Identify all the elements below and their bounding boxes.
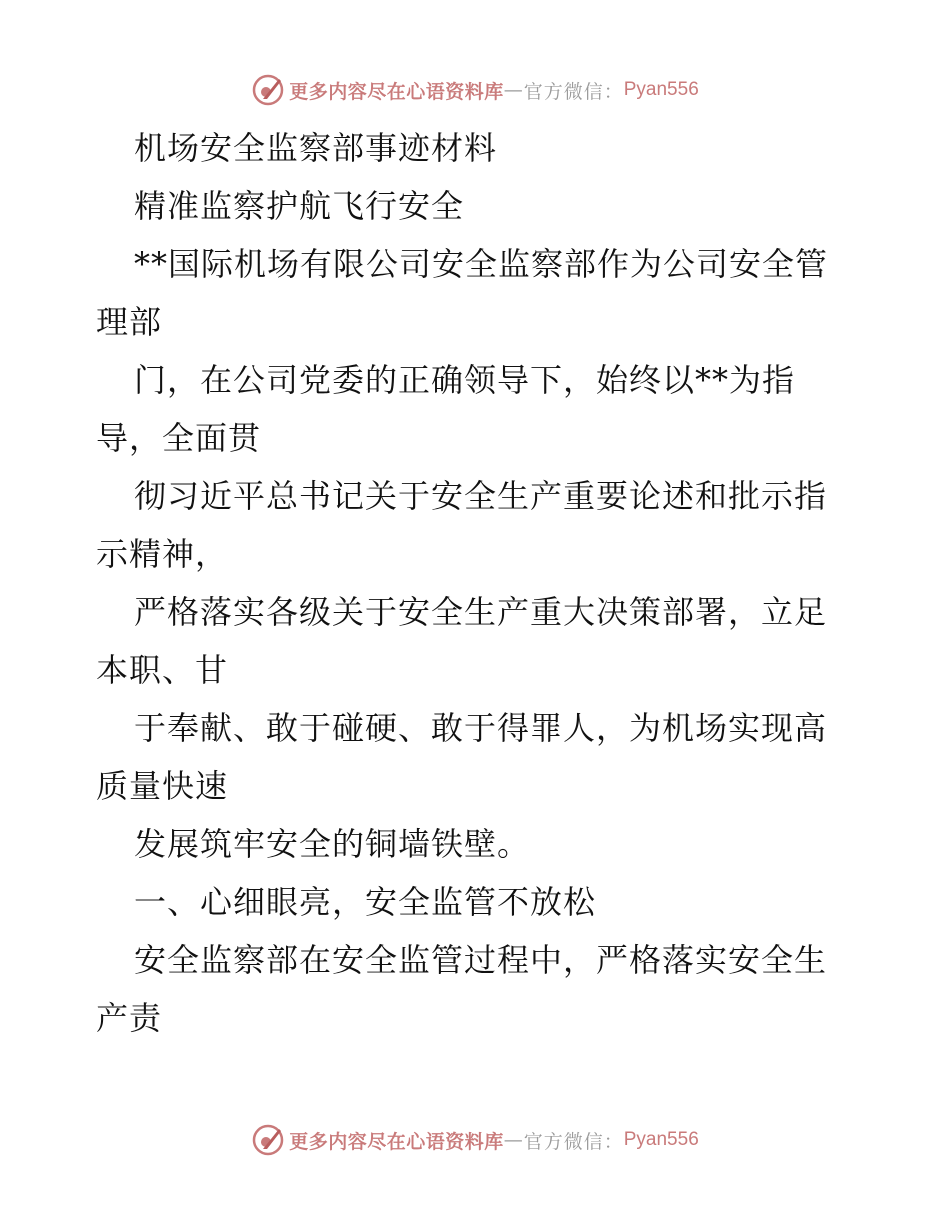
- watermark-main-text: 更多内容尽在心语资料库: [289, 1130, 504, 1153]
- footer-watermark: [0, 1120, 950, 1160]
- watermark-dash: —: [503, 79, 524, 101]
- paragraph-line: 门，在公司党委的正确领导下，始终以**为指: [134, 361, 796, 399]
- paragraph-line: 严格落实各级关于安全生产重大决策部署，立足: [134, 593, 828, 631]
- watermark-official-label: 官方微信：: [523, 1130, 624, 1153]
- paragraph-line: 质量快速: [96, 767, 229, 805]
- header-watermark: [0, 70, 950, 110]
- watermark-wechat-id: Pyan556: [623, 79, 699, 100]
- paragraph-line: 产责: [96, 999, 163, 1037]
- paragraph-line: **国际机场有限公司安全监察部作为公司安全管: [134, 245, 829, 283]
- paragraph-line: 于奉献、敢于碰硬、敢于得罪人，为机场实现高: [134, 709, 828, 747]
- watermark-dash: —: [503, 1129, 524, 1151]
- watermark-official-label: 官方微信：: [523, 80, 624, 103]
- paragraph-line: 示精神，: [96, 535, 229, 573]
- quill-logo-icon: [251, 1123, 285, 1157]
- paragraph-line: 导，全面贯: [96, 419, 262, 457]
- paragraph-line: 发展筑牢安全的铜墙铁壁。: [134, 825, 531, 863]
- document-body: [96, 119, 856, 1047]
- paragraph-line: 理部: [96, 303, 163, 341]
- quill-logo-icon: [251, 73, 285, 107]
- paragraph-line: 安全监察部在安全监管过程中，严格落实安全生: [134, 941, 828, 979]
- watermark-wechat-id: Pyan556: [623, 1129, 699, 1150]
- document-title: 机场安全监察部事迹材料: [134, 129, 498, 167]
- section-heading: 一、心细眼亮，安全监管不放松: [134, 883, 597, 921]
- document-subtitle: 精准监察护航飞行安全: [134, 187, 465, 225]
- watermark-main-text: 更多内容尽在心语资料库: [289, 80, 504, 103]
- paragraph-line: 彻习近平总书记关于安全生产重要论述和批示指: [134, 477, 828, 515]
- paragraph-line: 本职、甘: [96, 651, 229, 689]
